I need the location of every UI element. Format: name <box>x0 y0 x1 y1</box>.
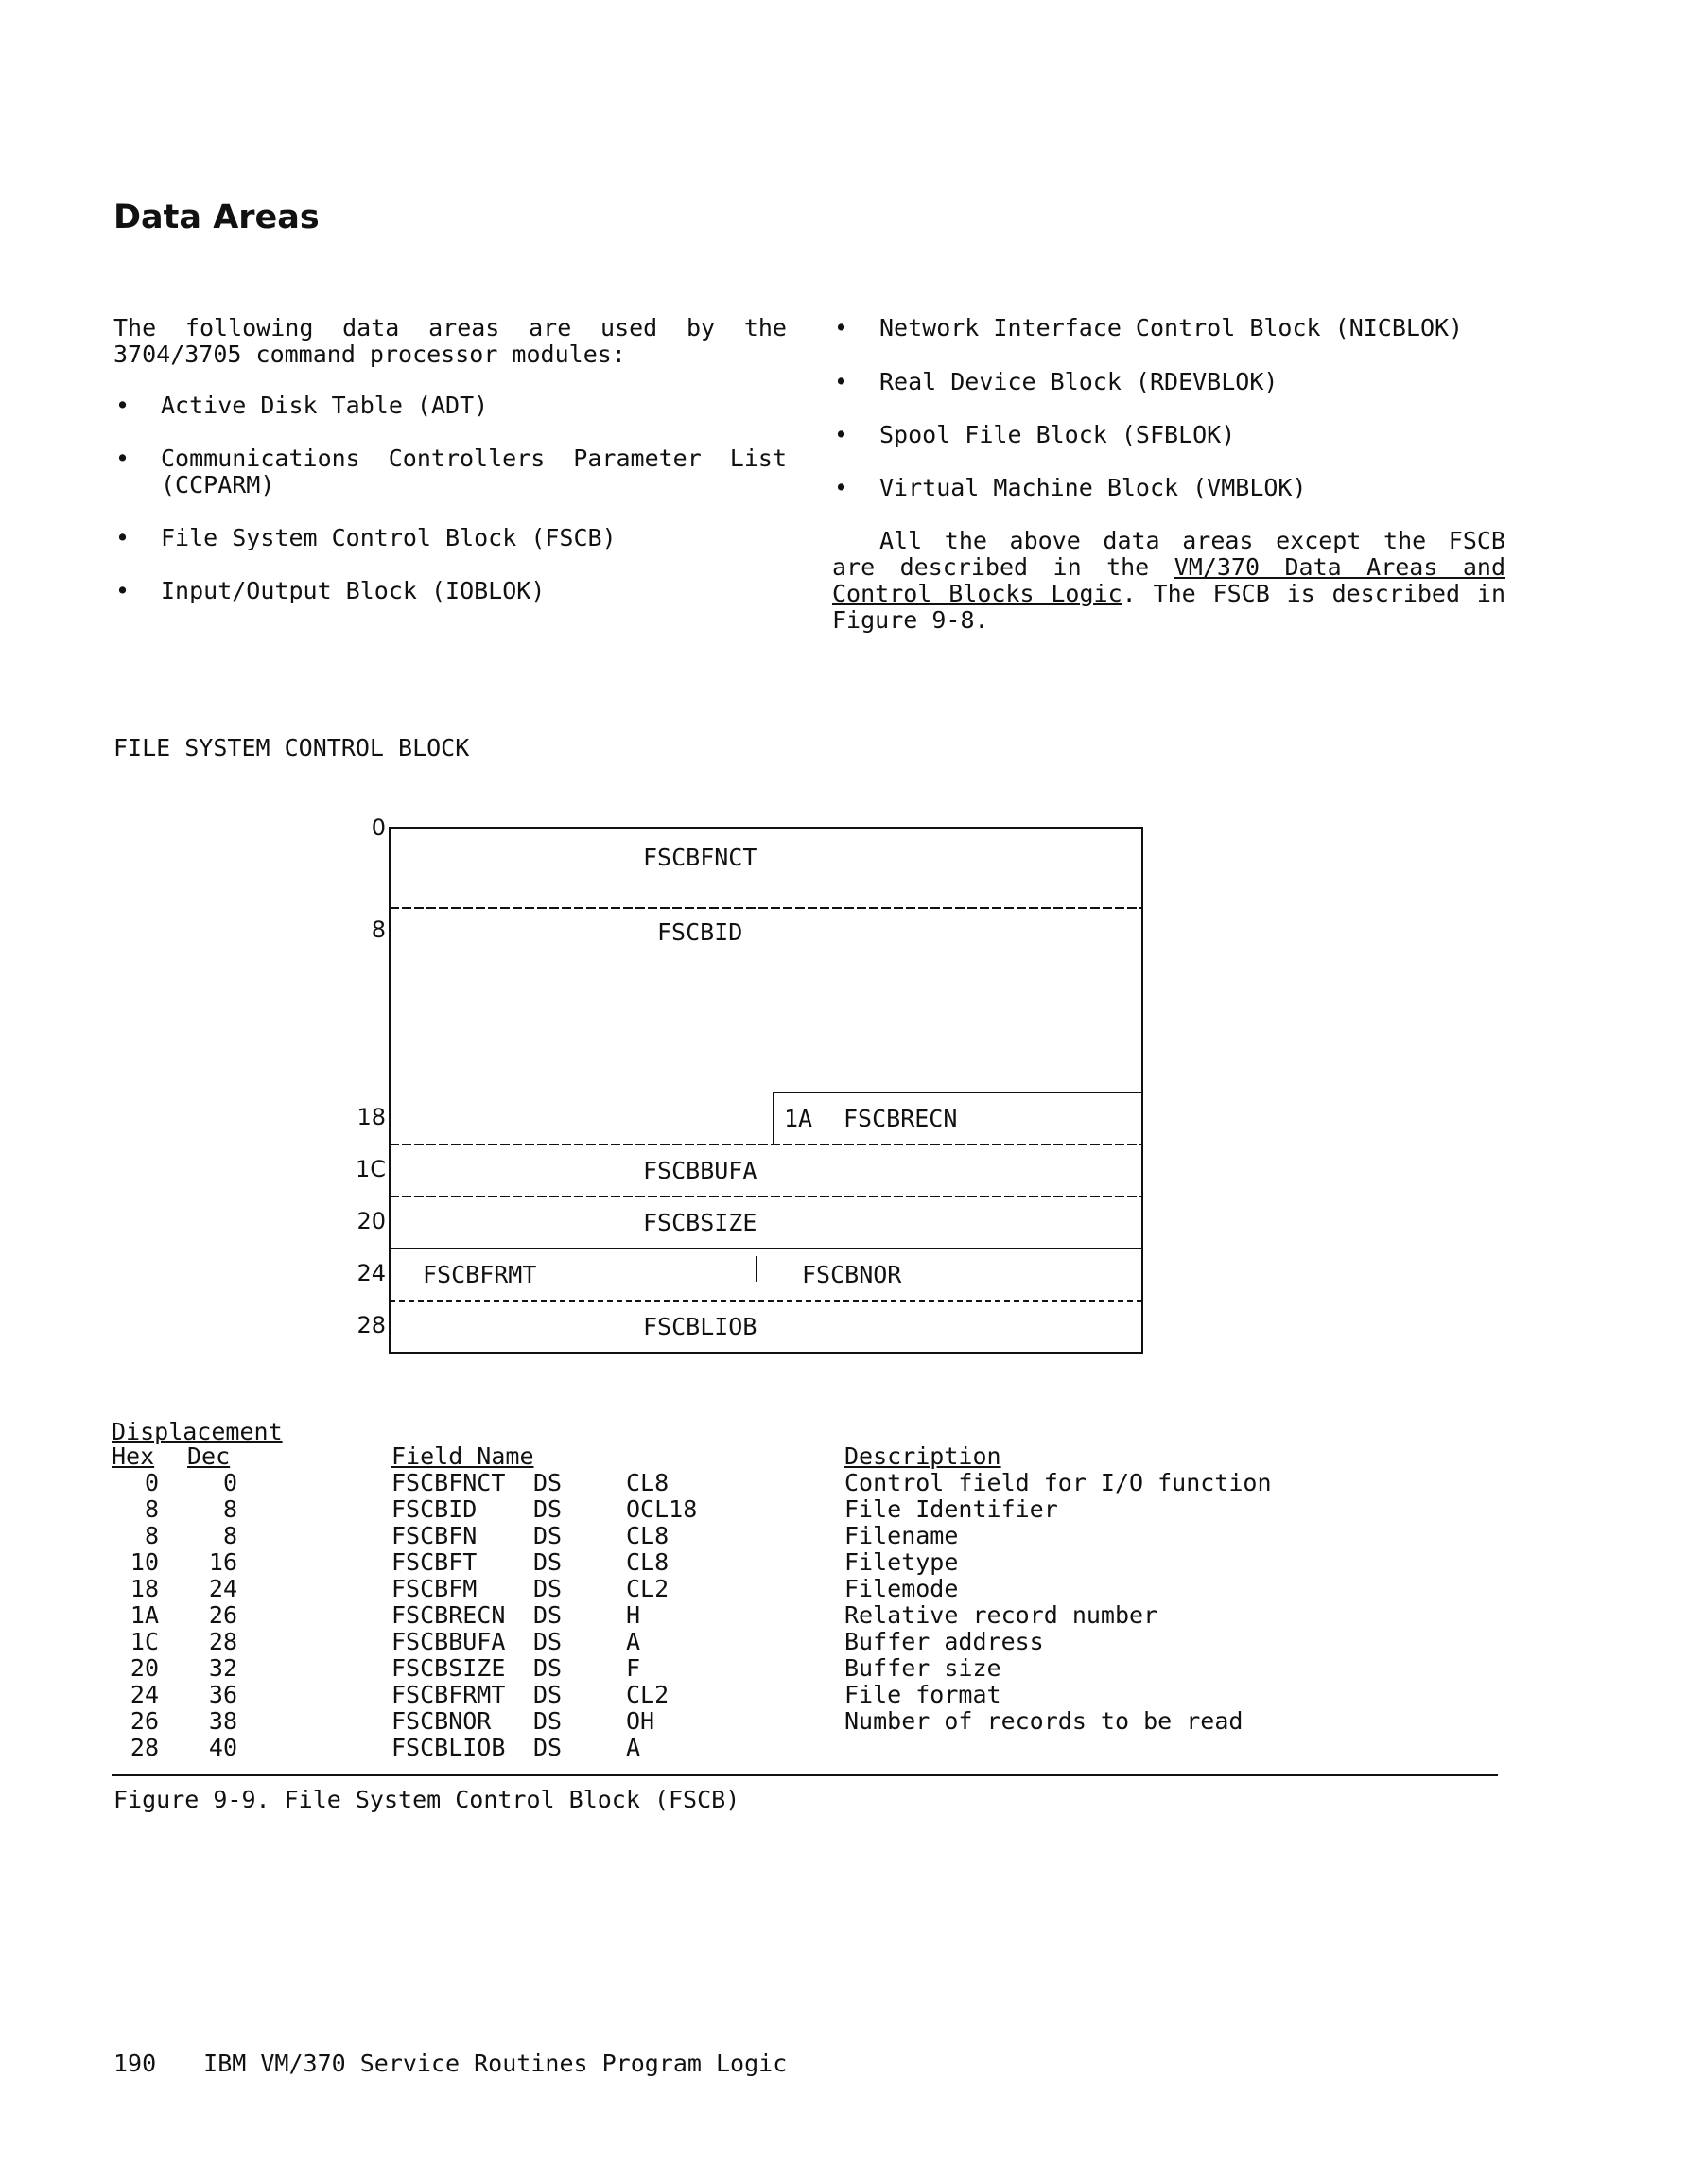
fscb-layout-diagram <box>340 809 1173 1376</box>
cell-description: Control field for I/O function <box>844 1469 1272 1496</box>
cell-ds: DS <box>533 1548 563 1576</box>
diagram-frame <box>340 809 1173 1376</box>
offset-label: 18 <box>357 1104 386 1130</box>
section-heading: FILE SYSTEM CONTROL BLOCK <box>113 734 470 761</box>
field-fscbsize: FSCBSIZE <box>643 1209 757 1236</box>
field-fscbfrmt: FSCBFRMT <box>423 1261 537 1288</box>
cell-ds: DS <box>533 1469 563 1496</box>
cell-ds: DS <box>533 1575 563 1602</box>
offset-label: 0 <box>371 814 386 841</box>
cell-hex: 20 <box>130 1654 159 1682</box>
header-hex: Hex <box>112 1442 155 1470</box>
cell-dec: 8 <box>222 1495 237 1523</box>
cell-type: CL8 <box>626 1548 670 1576</box>
cell-dec: 26 <box>208 1601 237 1629</box>
table-header <box>0 1419 1687 1476</box>
reference-text-2: . The FSCB is described in Figure 9-8. <box>832 580 1505 634</box>
table-row <box>0 1576 1687 1602</box>
cell-field-name: FSCBLIOB <box>391 1734 506 1761</box>
cell-ds: DS <box>533 1707 563 1735</box>
page-footer <box>113 2051 834 2077</box>
cell-type: OH <box>626 1707 655 1735</box>
cell-field-name: FSCBRECN <box>391 1601 506 1629</box>
cell-dec: 16 <box>208 1548 237 1576</box>
cell-dec: 36 <box>208 1681 237 1708</box>
book-title: IBM VM/370 Service Routines Program Logic <box>203 2050 788 2077</box>
field-fscbid: FSCBID <box>657 918 743 946</box>
field-fscbrecn: FSCBRECN <box>844 1105 958 1132</box>
cell-hex: 8 <box>144 1495 159 1523</box>
cell-description: Filemode <box>844 1575 959 1602</box>
cell-dec: 40 <box>208 1734 237 1761</box>
offset-label: 1C <box>355 1156 386 1182</box>
cell-description: Buffer size <box>844 1654 1001 1682</box>
cell-type: H <box>626 1601 641 1629</box>
intro-paragraph: The following data areas are used by the 3704/3705 command processor modules: <box>113 314 787 368</box>
cell-dec: 38 <box>208 1707 237 1735</box>
list-item: • Active Disk Table (ADT) <box>113 393 787 419</box>
book-title-reference: VM/370 Data Areas and Control Blocks Logic <box>832 553 1506 607</box>
offset-label: 8 <box>371 917 386 943</box>
offset-label: 20 <box>357 1208 386 1234</box>
table-row <box>0 1735 1687 1761</box>
left-column <box>113 315 787 631</box>
cell-hex: 8 <box>144 1522 159 1549</box>
cell-description: File format <box>844 1681 1001 1708</box>
cell-type: CL2 <box>626 1681 670 1708</box>
list-item: • Network Interface Control Block (NICBLOK) <box>832 315 1505 341</box>
cell-field-name: FSCBFRMT <box>391 1681 506 1708</box>
list-item: • Real Device Block (RDEVBLOK) <box>832 369 1505 395</box>
cell-ds: DS <box>533 1628 563 1655</box>
header-displacement: Displacement <box>112 1418 283 1445</box>
cell-field-name: FSCBFM <box>391 1575 478 1602</box>
cell-type: A <box>626 1734 641 1761</box>
cell-field-name: FSCBFNCT <box>391 1469 506 1496</box>
cell-hex: 0 <box>144 1469 159 1496</box>
table-row <box>0 1655 1687 1682</box>
cell-hex: 1C <box>130 1628 159 1655</box>
field-fscbbufa: FSCBBUFA <box>643 1157 757 1184</box>
cell-ds: DS <box>533 1601 563 1629</box>
cell-type: F <box>626 1654 641 1682</box>
cell-field-name: FSCBNOR <box>391 1707 492 1735</box>
reference-paragraph <box>832 528 1505 634</box>
offset-label: 24 <box>357 1260 386 1286</box>
list-item: • File System Control Block (FSCB) <box>113 525 787 551</box>
field-fscbfnct: FSCBFNCT <box>643 844 757 871</box>
cell-type: CL8 <box>626 1469 670 1496</box>
cell-dec: 24 <box>208 1575 237 1602</box>
reference-text-1: All the above data areas except the FSCB are described in the <box>832 527 1505 581</box>
left-bullet-list <box>113 393 787 604</box>
cell-hex: 1A <box>130 1601 159 1629</box>
cell-type: OCL18 <box>626 1495 698 1523</box>
field-table <box>0 1470 1687 1761</box>
cell-ds: DS <box>533 1734 563 1761</box>
header-dec: Dec <box>187 1442 231 1470</box>
table-row <box>0 1470 1687 1496</box>
cell-type: A <box>626 1628 641 1655</box>
cell-hex: 10 <box>130 1548 159 1576</box>
cell-dec: 32 <box>208 1654 237 1682</box>
cell-ds: DS <box>533 1681 563 1708</box>
cell-field-name: FSCBID <box>391 1495 478 1523</box>
cell-type: CL2 <box>626 1575 670 1602</box>
table-row <box>0 1682 1687 1708</box>
table-row <box>0 1496 1687 1523</box>
offset-label: 28 <box>357 1312 386 1338</box>
field-fscbliob: FSCBLIOB <box>643 1313 757 1340</box>
table-row <box>0 1549 1687 1576</box>
cell-description: Number of records to be read <box>844 1707 1244 1735</box>
table-row <box>0 1523 1687 1549</box>
cell-ds: DS <box>533 1654 563 1682</box>
table-row <box>0 1629 1687 1655</box>
page-title: Data Areas <box>113 199 320 236</box>
field-fscbnor: FSCBNOR <box>802 1261 902 1288</box>
header-field-name: Field Name <box>391 1442 534 1470</box>
figure-caption: Figure 9-9. File System Control Block (FSCB) <box>113 1786 740 1813</box>
cell-dec: 0 <box>222 1469 237 1496</box>
header-description: Description <box>844 1442 1001 1470</box>
table-row <box>0 1602 1687 1629</box>
cell-description: Filename <box>844 1522 959 1549</box>
cell-ds: DS <box>533 1522 563 1549</box>
cell-type: CL8 <box>626 1522 670 1549</box>
cell-description: File Identifier <box>844 1495 1058 1523</box>
right-bullet-list <box>832 315 1505 501</box>
cell-dec: 8 <box>222 1522 237 1549</box>
list-item: • Input/Output Block (IOBLOK) <box>113 578 787 604</box>
table-row <box>0 1708 1687 1735</box>
page-number: 190 <box>113 2050 157 2077</box>
cell-field-name: FSCBBUFA <box>391 1628 506 1655</box>
cell-ds: DS <box>533 1495 563 1523</box>
cell-dec: 28 <box>208 1628 237 1655</box>
cell-hex: 28 <box>130 1734 159 1761</box>
cell-hex: 24 <box>130 1681 159 1708</box>
cell-field-name: FSCBFN <box>391 1522 478 1549</box>
list-item: • Virtual Machine Block (VMBLOK) <box>832 475 1505 501</box>
right-column <box>832 315 1505 634</box>
list-item: • Spool File Block (SFBLOK) <box>832 422 1505 448</box>
table-bottom-rule <box>112 1774 1498 1776</box>
cell-description: Buffer address <box>844 1628 1044 1655</box>
cell-hex: 18 <box>130 1575 159 1602</box>
cell-field-name: FSCBSIZE <box>391 1654 506 1682</box>
field-fscbrecn-offset: 1A <box>784 1105 813 1132</box>
list-item: • Communications Controllers Parameter List (CCPARM) <box>113 446 787 498</box>
cell-hex: 26 <box>130 1707 159 1735</box>
cell-field-name: FSCBFT <box>391 1548 478 1576</box>
cell-description: Relative record number <box>844 1601 1158 1629</box>
cell-description: Filetype <box>844 1548 959 1576</box>
